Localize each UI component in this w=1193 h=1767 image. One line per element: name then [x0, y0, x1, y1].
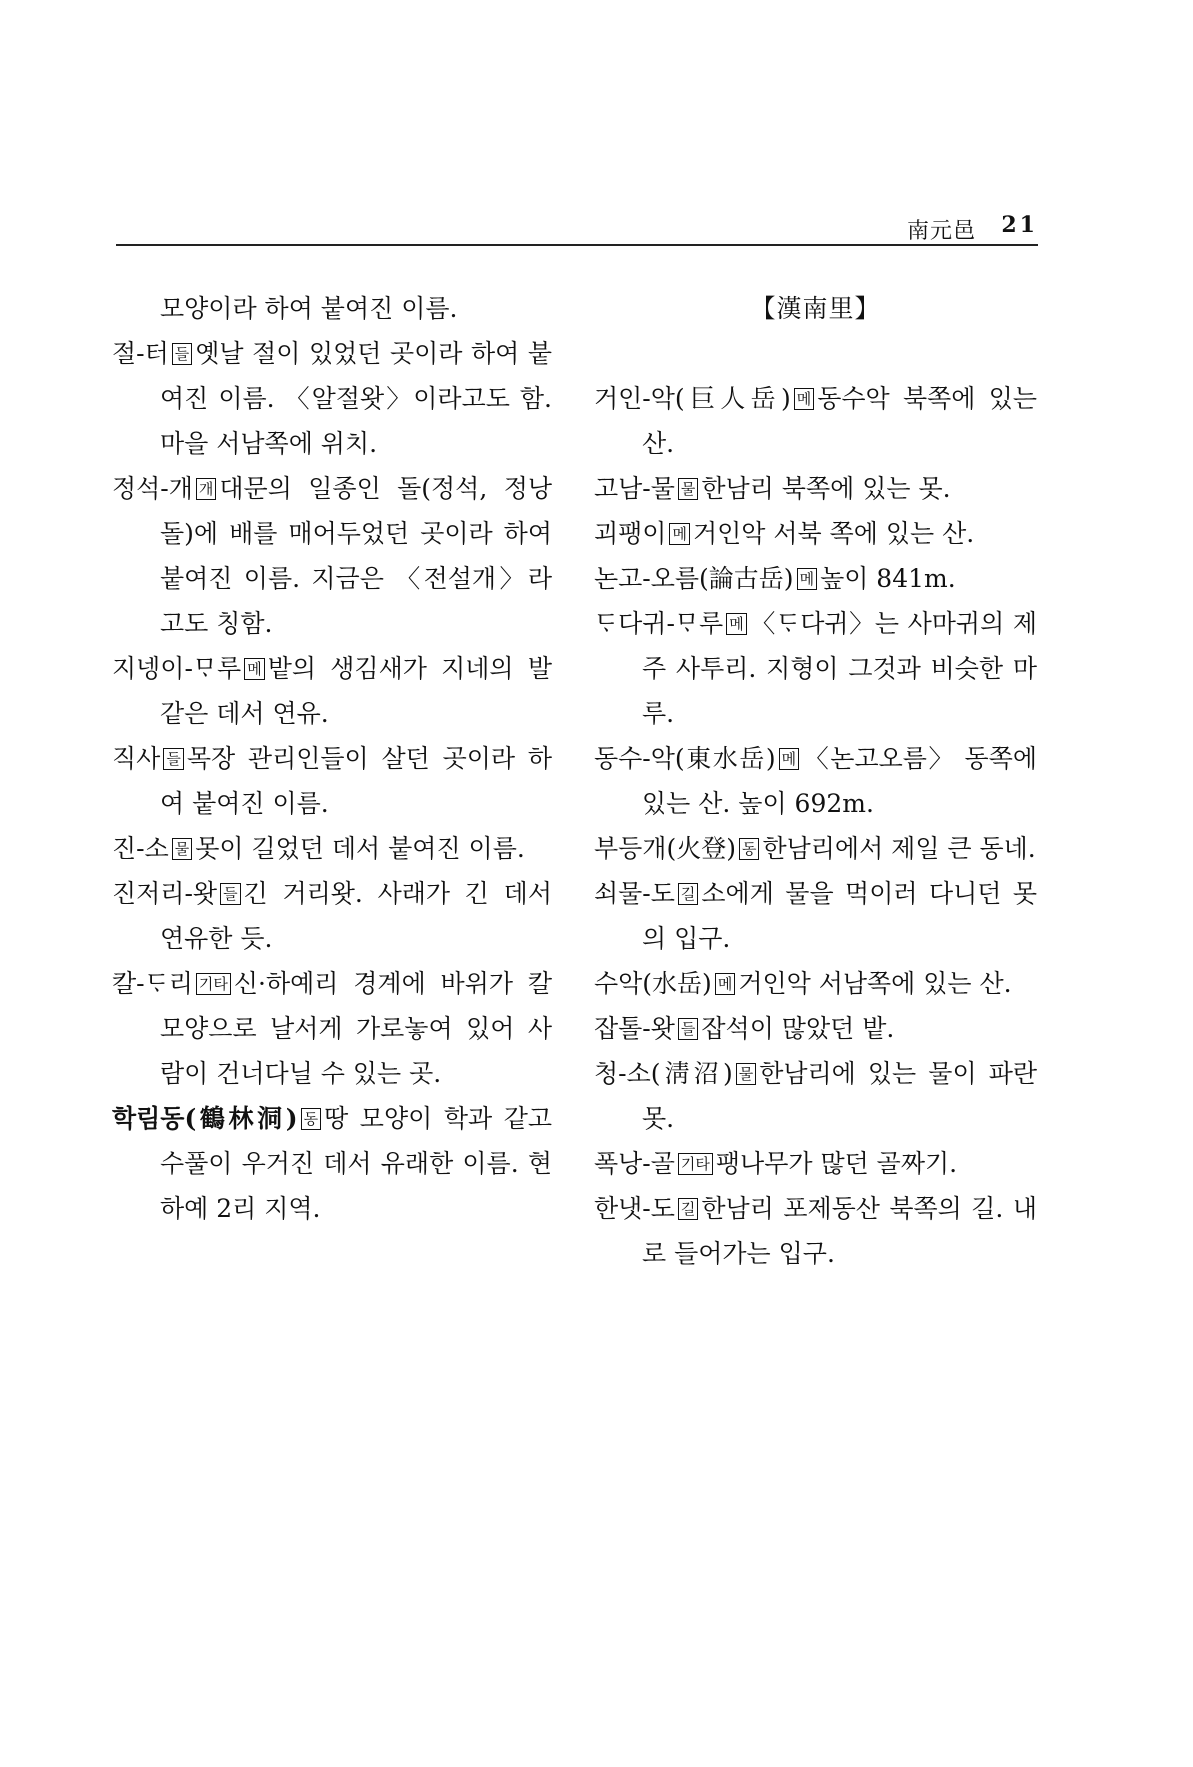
- right-column: [594, 286, 1037, 1276]
- entry-head: 진-소: [112, 834, 169, 863]
- entry-dongsu-ak: [594, 736, 1037, 826]
- category-tag: 동: [739, 838, 760, 860]
- running-title: 南元邑: [906, 219, 976, 244]
- category-tag: 메: [726, 613, 747, 635]
- entry-budeung-gae: [594, 826, 1037, 871]
- entry-text: 한남리 포제동산 북쪽의 길. 내로 들어가는 입구.: [642, 1194, 1037, 1268]
- category-tag: 길: [678, 1198, 699, 1220]
- entry-text: 밭의 생김새가 지네의 발 같은 데서 연유.: [160, 654, 552, 728]
- entry-cheong-so: [594, 1051, 1037, 1141]
- header-rule: [116, 244, 1038, 246]
- entry-head: 잡톨-왓: [594, 1014, 675, 1043]
- entry-text: 못이 길었던 데서 붙여진 이름.: [195, 834, 525, 863]
- entry-jiksa: [112, 736, 552, 826]
- entry-head: 칼-ᄃᆞ리: [112, 969, 193, 998]
- category-tag: 기타: [678, 1153, 713, 1175]
- entry-text: 목장 관리인들이 살던 곳이라 하여 붙여진 이름.: [160, 744, 552, 818]
- entry-head: 진저리-왓: [112, 879, 218, 908]
- entry-jin-so: [112, 826, 552, 871]
- entry-soemul-do: [594, 871, 1037, 961]
- category-tag: 길: [678, 883, 699, 905]
- entry-head: 수악(水岳): [594, 969, 712, 998]
- category-tag: 기타: [196, 973, 231, 995]
- entry-head: 청-소(淸沼): [594, 1059, 733, 1088]
- entry-head: 정석-개: [112, 474, 193, 503]
- entry-jinjeori-wat: [112, 871, 552, 961]
- entry-text: 거인악 서남쪽에 있는 산.: [738, 969, 1012, 998]
- entry-dadagwi-maru: [594, 601, 1037, 736]
- entry-head: 지넹이-ᄆᆞ루: [112, 654, 242, 683]
- entry-text: 소에게 물을 먹이러 다니던 못의 입구.: [642, 879, 1037, 953]
- entry-text: 팽나무가 많던 골짜기.: [715, 1149, 958, 1178]
- category-tag: 물: [736, 1063, 757, 1085]
- page-header: [116, 210, 1038, 246]
- category-tag: 들: [678, 1018, 699, 1040]
- entry-jeongseok-gae: [112, 466, 552, 646]
- entry-head: 폭낭-골: [594, 1149, 675, 1178]
- entry-text: 〈ᄃᆞ다귀〉는 사마귀의 제주 사투리. 지형이 그것과 비슷한 마루.: [642, 609, 1037, 728]
- entry-text: 높이 841m.: [820, 564, 956, 593]
- category-tag: 메: [244, 658, 265, 680]
- entry-text: 옛날 절이 있었던 곳이라 하여 붙여진 이름. 〈알절왓〉이라고도 함. 마을 서남쪽에 위치.: [160, 339, 552, 458]
- entry-head: 부등개(火登): [594, 834, 736, 863]
- entry-head: 쇠물-도: [594, 879, 675, 908]
- entry-text: 긴 거리왓. 사래가 긴 데서 연유한 듯.: [160, 879, 552, 953]
- entry-head: 괴팽이: [594, 519, 667, 548]
- entry-su-ak: [594, 961, 1037, 1006]
- category-tag: 개: [196, 478, 217, 500]
- entry-head: ᄃᆞ다귀-ᄆᆞ루: [594, 609, 724, 638]
- category-tag: 물: [172, 838, 193, 860]
- entry-head: 직사: [112, 744, 161, 773]
- entry-text: 모양이라 하여 붙여진 이름.: [160, 294, 458, 323]
- entry-text: 한남리에 있는 물이 파란 못.: [642, 1059, 1037, 1133]
- category-tag: 물: [678, 478, 699, 500]
- entry-text: 거인악 서북 쪽에 있는 산.: [692, 519, 975, 548]
- entry-text: 동수악 북쪽에 있는 산.: [642, 384, 1037, 458]
- section-title: 【漢南里】: [750, 294, 881, 323]
- entry-goepaengi: [594, 511, 1037, 556]
- category-tag: 메: [715, 973, 736, 995]
- category-tag: 메: [797, 568, 818, 590]
- entry-japtol-wat: [594, 1006, 1037, 1051]
- entry-head: 고남-물: [594, 474, 675, 503]
- entry-head: 절-터: [112, 339, 169, 368]
- category-tag: 들: [220, 883, 241, 905]
- entry-nongo-oreum: [594, 556, 1037, 601]
- entry-jeol-teo: [112, 331, 552, 466]
- entry-text: 잡석이 많았던 밭.: [701, 1014, 895, 1043]
- entry-text: 대문의 일종인 돌(정석, 정낭돌)에 배를 매어두었던 곳이라 하여 붙여진 이름. 지금은 〈전설개〉라고도 칭함.: [160, 474, 552, 638]
- category-tag: 들: [163, 748, 184, 770]
- category-tag: 메: [794, 388, 815, 410]
- entry-poknang-gol: [594, 1141, 1037, 1186]
- entry-text: 신·하예리 경계에 바위가 칼 모양으로 날서게 가로놓여 있어 사람이 건너다닐 수 있는 곳.: [160, 969, 552, 1088]
- entry-text: 한남리 북쪽에 있는 못.: [701, 474, 951, 503]
- entry-gonam-mul: [594, 466, 1037, 511]
- category-tag: 메: [779, 748, 800, 770]
- entry-text: 한남리에서 제일 큰 동네.: [762, 834, 1036, 863]
- entry-head: 거인-악(巨人岳): [594, 384, 791, 413]
- entry-head: 학림동(鶴林洞): [112, 1104, 298, 1133]
- category-tag: 동: [301, 1108, 322, 1130]
- entry-continuation: [112, 286, 552, 331]
- entry-geoin-ak: [594, 376, 1037, 466]
- category-tag: 메: [669, 523, 690, 545]
- entry-jinengi-maru: [112, 646, 552, 736]
- entry-head: 동수-악(東水岳): [594, 744, 776, 773]
- entry-head: 한냇-도: [594, 1194, 675, 1223]
- page-number: 21: [1001, 212, 1038, 238]
- entry-head: 논고-오름(論古岳): [594, 564, 794, 593]
- entry-text: 땅 모양이 학과 같고 수풀이 우거진 데서 유래한 이름. 현 하예 2리 지역.: [160, 1104, 552, 1223]
- left-column: [112, 286, 552, 1231]
- entry-hannaet-do: [594, 1186, 1037, 1276]
- entry-text: 〈논고오름〉 동쪽에 있는 산. 높이 692m.: [642, 744, 1037, 818]
- entry-hakrim-dong: [112, 1096, 552, 1231]
- entry-kal-dari: [112, 961, 552, 1096]
- category-tag: 들: [172, 343, 193, 365]
